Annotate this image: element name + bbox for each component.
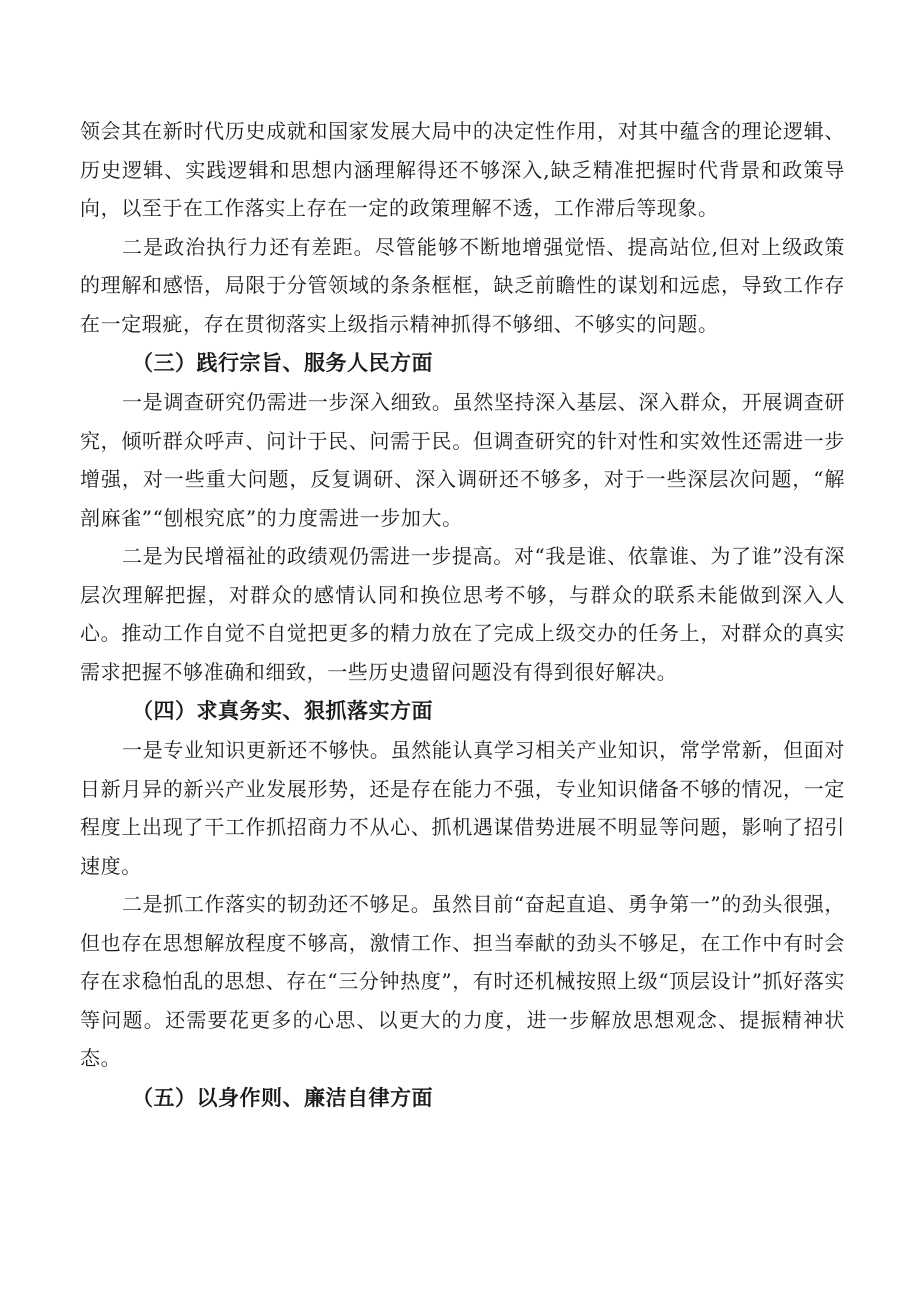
paragraph-political-execution: 二是政治执行力还有差距。尽管能够不断地增强觉悟、提高站位,但对上级政策的理解和感悟，局限于分管领域的条条框框，缺乏前瞻性的谋划和远虑，导致工作存在一定瑕疵，存在贯彻落实上级指示精神抓得不够细、不够实的问题。 <box>80 234 845 336</box>
paragraph-professional-knowledge: 一是专业知识更新还不够快。虽然能认真学习相关产业知识，常学常新，但面对日新月异的新兴产业发展形势，还是存在能力不强，专业知识储备不够的情况，一定程度上出现了干工作抓招商力不从心、抓机遇谋借势进展不明显等问题，影响了招引速度。 <box>80 738 845 878</box>
section-heading-5: （五）以身作则、廉洁自律方面 <box>132 1085 433 1110</box>
paragraph-investigation-research: 一是调查研究仍需进一步深入细致。虽然坚持深入基层、深入群众，开展调查研究，倾听群众呼声、问计于民、问需于民。但调查研究的针对性和实效性还需进一步增强，对一些重大问题，反复调研、深入调研还不够多，对于一些深层次问题，“解剖麻雀”“刨根究底”的力度需进一步加大。 <box>80 390 845 530</box>
paragraph-policy-understanding: 领会其在新时代历史成就和国家发展大局中的决定性作用，对其中蕴含的理论逻辑、历史逻辑、实践逻辑和思想内涵理解得还不够深入,缺乏精准把握时代背景和政策导向，以至于在工作落实上存在一定的政策理解不透，工作滞后等现象。 <box>80 119 845 220</box>
paragraph-implementation-tenacity: 二是抓工作落实的韧劲还不够足。虽然目前“奋起直追、勇争第一”的劲头很强，但也存在思想解放程度不够高，激情工作、担当奉献的劲头不够足，在工作中有时会存在求稳怕乱的思想、存在“三分钟热度”，有时还机械按照上级“顶层设计”抓好落实等问题。还需要花更多的心思、以更大的力度，进一步解放思想观念、提振精神状态。 <box>80 892 845 1070</box>
paragraph-people-welfare: 二是为民增福祉的政绩观仍需进一步提高。对“我是谁、依靠谁、为了谁”没有深层次理解把握，对群众的感情认同和换位思考不够，与群众的联系未能做到深入人心。推动工作自觉不自觉把更多的精力放在了完成上级交办的任务上，对群众的真实需求把握不够准确和细致，一些历史遗留问题没有得到很好解决。 <box>80 544 845 684</box>
section-heading-3: （三）践行宗旨、服务人民方面 <box>132 351 433 375</box>
section-heading-4: （四）求真务实、狠抓落实方面 <box>132 699 433 723</box>
